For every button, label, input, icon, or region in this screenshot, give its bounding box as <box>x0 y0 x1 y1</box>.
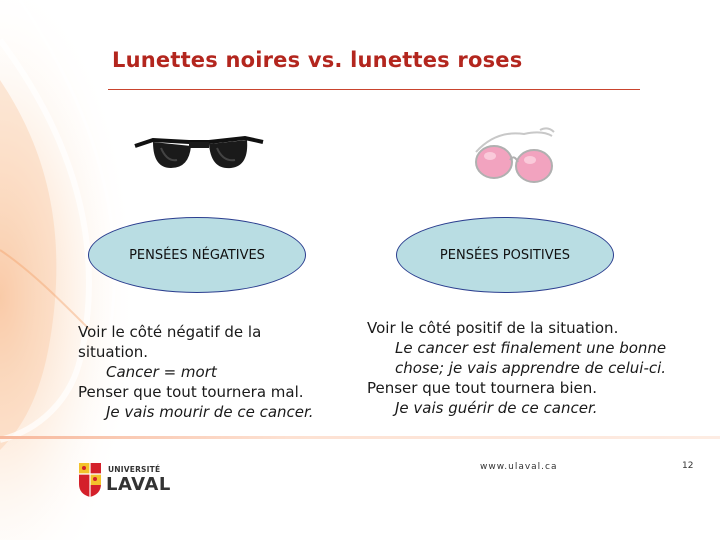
negative-line: Cancer = mort <box>106 363 217 381</box>
positive-thoughts-label: PENSÉES POSITIVES <box>439 247 571 263</box>
negative-thoughts-label: PENSÉES NÉGATIVES <box>129 247 265 263</box>
laval-shield-icon <box>78 462 102 498</box>
negative-line: situation. <box>78 343 149 361</box>
positive-line: Le cancer est finalement une bonne <box>395 339 667 357</box>
dark-sunglasses-icon <box>133 128 265 176</box>
pink-glasses-icon <box>466 124 562 186</box>
positive-line: Je vais guérir de ce cancer. <box>395 399 598 417</box>
positive-thoughts-ellipse <box>396 217 614 293</box>
negative-line: Je vais mourir de ce cancer. <box>106 403 314 421</box>
negative-line: Voir le côté négatif de la <box>78 323 262 341</box>
negative-thoughts-text <box>78 322 358 422</box>
positive-thoughts-text <box>367 318 712 418</box>
footer-divider <box>0 436 720 439</box>
negative-line: Penser que tout tournera mal. <box>78 383 304 401</box>
logo-university-text: UNIVERSITÉ <box>108 465 161 474</box>
website-url[interactable]: www.ulaval.ca <box>480 462 558 472</box>
positive-line: Penser que tout tournera bien. <box>367 379 597 397</box>
slide-title: Lunettes noires vs. lunettes roses <box>112 48 523 72</box>
title-divider <box>108 89 640 90</box>
negative-thoughts-ellipse <box>88 217 306 293</box>
positive-line: Voir le côté positif de la situation. <box>367 319 619 337</box>
logo-laval-text: LAVAL <box>106 474 171 495</box>
positive-line: chose; je vais apprendre de celui-ci. <box>395 359 667 377</box>
page-number: 12 <box>682 461 694 471</box>
